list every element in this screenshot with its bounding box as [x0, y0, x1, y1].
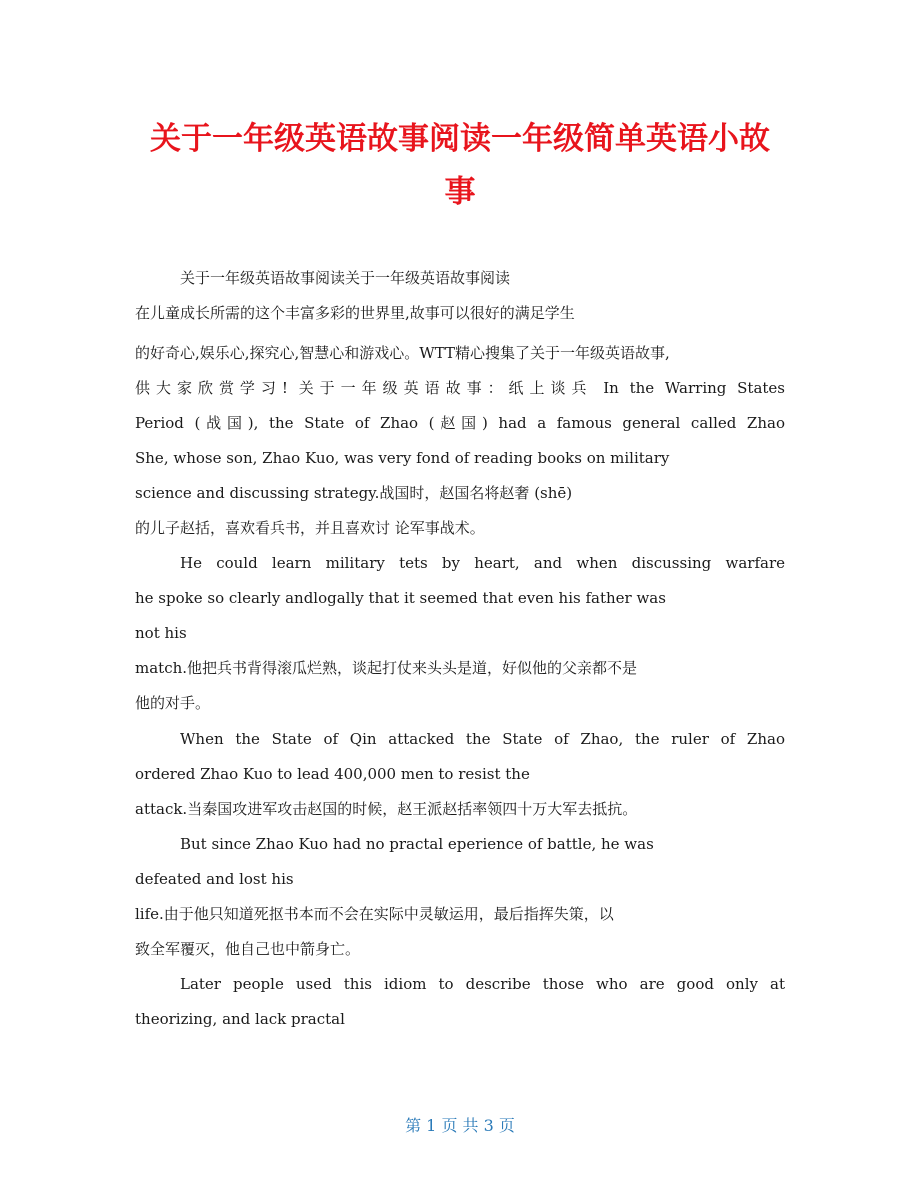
paragraph-line: defeated and lost his	[135, 870, 294, 888]
paragraph-line: attack.当秦国攻进军攻击赵国的时候，赵王派赵括率领四十万大军去抵抗。	[135, 800, 638, 818]
paragraph-line: life.由于他只知道死抠书本而不会在实际中灵敏运用，最后指挥失策，以	[135, 905, 614, 923]
paragraph-line: Period (战国), the State of Zhao (赵国) had a famous general called Zhao	[135, 414, 785, 432]
paragraph-line: But since Zhao Kuo had no practal eperience of battle, he was	[180, 835, 654, 853]
page-number-footer: 第 1 页 共 3 页	[405, 1116, 515, 1135]
paragraph-line: 的儿子赵括，喜欢看兵书，并且喜欢讨 论军事战术。	[135, 519, 485, 537]
paragraph-line: When the State of Qin attacked the State of Zhao, the ruler of Zhao	[180, 730, 785, 748]
paragraph-line: 致全军覆灭，他自己也中箭身亡。	[135, 940, 361, 958]
paragraph-line: 在儿童成长所需的这个丰富多彩的世界里,故事可以很好的满足学生	[135, 304, 575, 322]
paragraph-line: science and discussing strategy.战国时，赵国名将赵奢 (shē)	[135, 484, 573, 502]
paragraph-line: 供大家欣赏学习! 关于一年级英语故事：纸上谈兵 In the Warring States	[135, 379, 785, 397]
paragraph-line: theorizing, and lack practal	[135, 1010, 345, 1028]
paragraph-line: He could learn military tets by heart, and when discussing warfare	[180, 554, 785, 572]
paragraph-line: 他的对手。	[135, 694, 211, 712]
document-title-line-2: 事	[444, 174, 476, 210]
paragraph-line: 关于一年级英语故事阅读关于一年级英语故事阅读	[180, 269, 511, 287]
paragraph-line: not his	[135, 624, 187, 642]
paragraph-line: 的好奇心,娱乐心,探究心,智慧心和游戏心。WTT精心搜集了关于一年级英语故事,	[135, 344, 670, 362]
paragraph-line: She, whose son, Zhao Kuo, was very fond of reading books on military	[135, 449, 670, 467]
paragraph-line: he spoke so clearly andlogally that it seemed that even his father was	[135, 589, 666, 607]
paragraph-line: Later people used this idiom to describe those who are good only at	[180, 975, 785, 993]
document-title-line-1: 关于一年级英语故事阅读一年级简单英语小故	[150, 121, 770, 157]
paragraph-line: match.他把兵书背得滚瓜烂熟，谈起打仗来头头是道，好似他的父亲都不是	[135, 659, 638, 677]
paragraph-line: ordered Zhao Kuo to lead 400,000 men to resist the	[135, 765, 530, 783]
